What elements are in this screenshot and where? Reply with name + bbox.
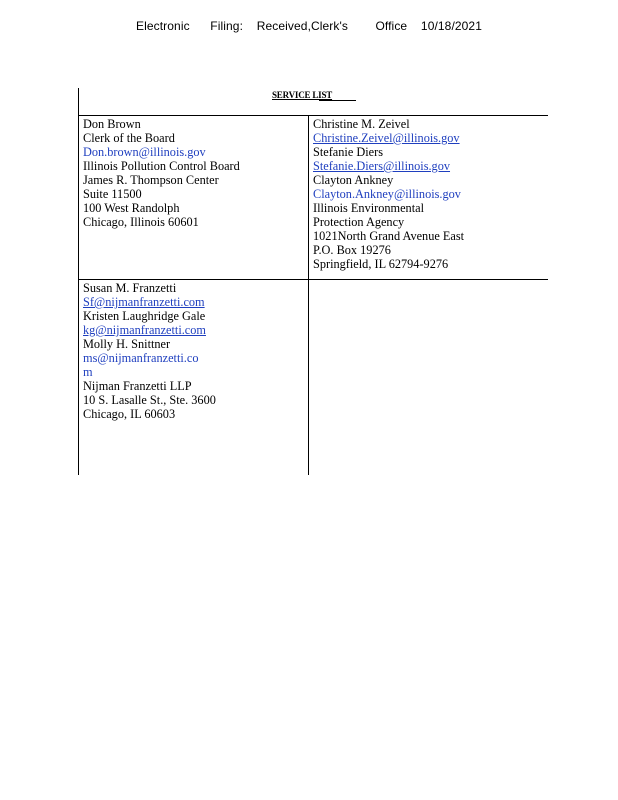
email-link[interactable]: kg@nijmanfranzetti.com — [83, 323, 206, 337]
service-list-table — [78, 115, 548, 475]
entry-line: Protection Agency — [313, 215, 405, 229]
entry-line: P.O. Box 19276 — [313, 243, 391, 257]
service-list-title-block — [78, 88, 549, 115]
entry-line: Chicago, IL 60603 — [83, 407, 176, 421]
entry-line: Susan M. Franzetti — [83, 281, 177, 295]
email-link[interactable]: Stefanie.Diers@illinois.gov — [313, 159, 451, 173]
table-row — [78, 116, 548, 280]
entry-cell — [309, 280, 548, 475]
entry-line: James R. Thompson Center — [83, 173, 219, 187]
entry-line: Stefanie Diers — [313, 145, 383, 159]
email-link[interactable]: ms@nijmanfranzetti.co — [83, 351, 199, 365]
email-link[interactable]: Don.brown@illinois.gov — [83, 145, 206, 159]
email-link[interactable]: m — [83, 365, 93, 379]
entry-line: Illinois Pollution Control Board — [83, 159, 240, 173]
entry-line: Nijman Franzetti LLP — [83, 379, 192, 393]
title-underline — [319, 100, 356, 101]
service-list-title: SERVICE LIST — [272, 90, 333, 100]
entry-line: Kristen Laughridge Gale — [83, 309, 206, 323]
entry-cell — [309, 116, 548, 279]
entry-line: Suite 11500 — [83, 187, 142, 201]
filing-header: Electronic Filing: Received,Clerk's Office 10/18/2021 — [136, 19, 482, 33]
entry-line: Clerk of the Board — [83, 131, 175, 145]
email-link[interactable]: Christine.Zeivel@illinois.gov — [313, 131, 460, 145]
entry-line: Christine M. Zeivel — [313, 117, 410, 131]
entry-line: 100 West Randolph — [83, 201, 180, 215]
entry-line: Illinois Environmental — [313, 201, 424, 215]
entry-line: Chicago, Illinois 60601 — [83, 215, 199, 229]
entry-line: Clayton Ankney — [313, 173, 394, 187]
entry-cell — [78, 280, 309, 475]
table-row — [78, 280, 548, 475]
entry-line: 1021North Grand Avenue East — [313, 229, 465, 243]
email-link[interactable]: Clayton.Ankney@illinois.gov — [313, 187, 461, 201]
entry-line: Don Brown — [83, 117, 141, 131]
entry-cell — [78, 116, 309, 279]
entry-line: 10 S. Lasalle St., Ste. 3600 — [83, 393, 216, 407]
entry-line: Molly H. Snittner — [83, 337, 171, 351]
email-link[interactable]: Sf@nijmanfranzetti.com — [83, 295, 205, 309]
entry-line: Springfield, IL 62794-9276 — [313, 257, 449, 271]
